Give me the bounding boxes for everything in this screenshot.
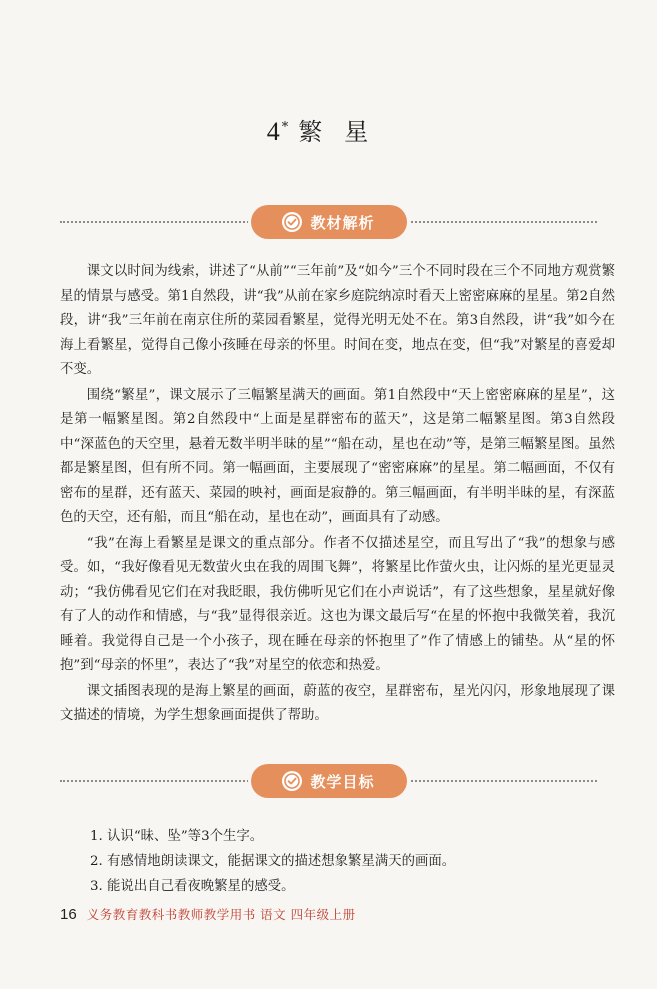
analysis-body	[60, 260, 615, 730]
lesson-title-text: 繁星	[298, 118, 391, 146]
self-study-mark: *	[281, 120, 291, 135]
section-header-analysis	[60, 205, 597, 239]
check-circle-icon	[282, 771, 302, 791]
page-number: 16	[60, 906, 77, 923]
section-pill	[251, 764, 407, 798]
check-circle-icon	[282, 212, 302, 232]
list-item: 3. 能说出自己看夜晚繁星的感受。	[90, 879, 295, 894]
paragraph: “我”在海上看繁星是课文的重点部分。作者不仅描述星空，而且写出了“我”的想象与感受。如，“我好像看见无数萤火虫在我的周围飞舞”，将繁星比作萤火虫，让闪烁的星光更显灵动；“我仿佛看见它们在对我眨眼，我仿佛听见它们在小声说话”，有了这些想象，星星就好像有了人的动作和情感，与“我”显得很亲近。这也为课文最后写“在星的怀抱中我微笑着，我沉睡着。我觉得自己是一个小孩子，现在睡在母亲的怀抱里了”作了情感上的铺垫。从“星的怀抱”到“母亲的怀里”，表达了“我”对星空的依恋和热爱。	[60, 535, 615, 673]
paragraph: 课文以时间为线索，讲述了“从前”“三年前”及“如今”三个不同时段在三个不同地方观赏繁星的情景与感受。第1自然段，讲“我”从前在家乡庭院纳凉时看天上密密麻麻的星星。第2自然段，讲“我”三年前在南京住所的菜园看繁星，觉得光明无处不在。第3自然段，讲“我”如今在海上看繁星，觉得自己像小孩睡在母亲的怀里。时间在变，地点在变，但“我”对繁星的喜爱却不变。	[60, 264, 615, 377]
lesson-title	[0, 112, 657, 147]
section-heading: 教学目标	[310, 772, 375, 791]
book-title: 义务教育教科书教师教学用书 语文 四年级上册	[86, 907, 356, 922]
section-heading: 教材解析	[310, 213, 375, 232]
list-item: 2. 有感情地朗读课文，能据课文的描述想象繁星满天的画面。	[90, 854, 456, 869]
section-pill	[251, 205, 407, 239]
list-item: 1. 认识“昧、坠”等3个生字。	[90, 829, 264, 844]
paragraph: 课文插图表现的是海上繁星的画面，蔚蓝的夜空，星群密布，星光闪闪，形象地展现了课文描述的情境，为学生想象画面提供了帮助。	[60, 683, 615, 723]
lesson-number: 4	[266, 117, 282, 146]
paragraph: 围绕“繁星”，课文展示了三幅繁星满天的画面。第1自然段中“天上密密麻麻的星星”，这是第一幅繁星图。第2自然段中“上面是星群密布的蓝天”，这是第二幅繁星图。第3自然段中“深蓝色的天空里，悬着无数半明半昧的星”“船在动，星也在动”等，是第三幅繁星图。虽然都是繁星图，但有所不同。第一幅画面，主要展现了“密密麻麻”的星星。第二幅画面，不仅有密布的星群，还有蓝天、菜园的映衬，画面是寂静的。第三幅画面，有半明半昧的星，有深蓝色的天空，还有船，而且“船在动，星也在动”，画面具有了动感。	[60, 387, 615, 525]
goals-list	[90, 824, 610, 899]
section-header-goals	[60, 764, 597, 798]
page-footer	[60, 905, 356, 923]
